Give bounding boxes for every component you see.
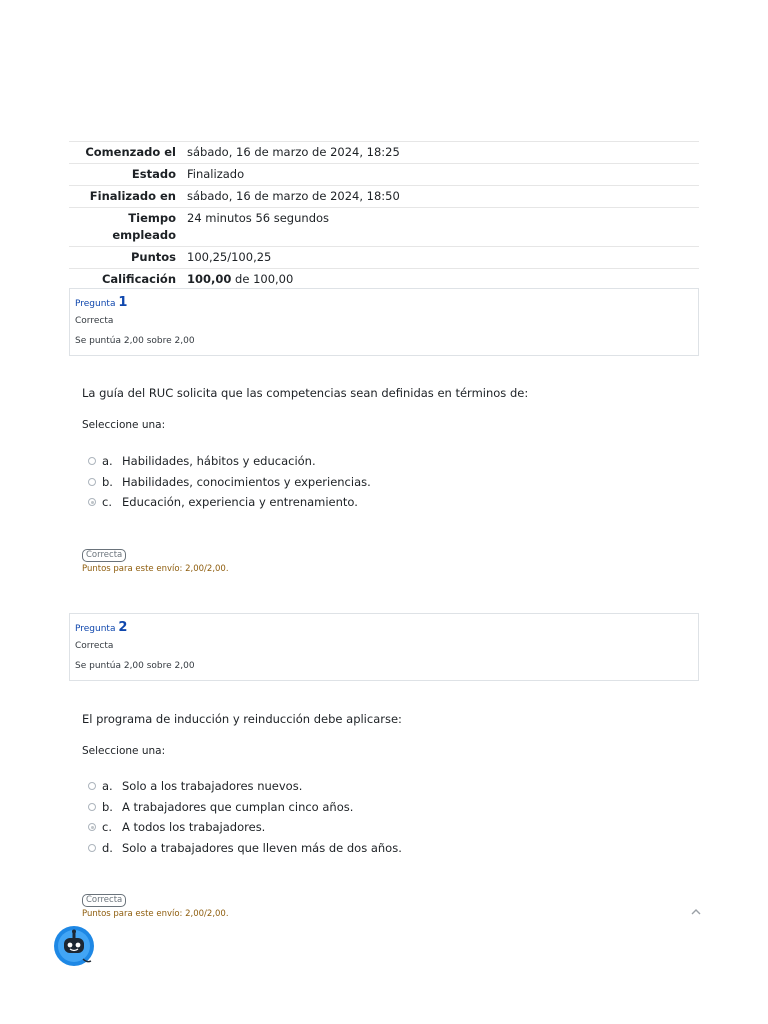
answer-list	[88, 451, 371, 513]
question-info-2	[69, 613, 699, 681]
radio-button[interactable]	[88, 803, 96, 811]
answer-letter: c.	[102, 495, 112, 510]
question-text: El programa de inducción y reinducción debe aplicarse:	[82, 712, 402, 726]
answer-letter: c.	[102, 820, 112, 835]
question-text: La guía del RUC solicita que las competencias sean definidas en términos de:	[82, 386, 529, 400]
summary-label: Tiempo empleado	[112, 211, 176, 242]
summary-value: 100,25/100,25	[187, 250, 272, 264]
summary-label: Estado	[131, 167, 176, 181]
radio-button[interactable]	[88, 457, 96, 465]
answer-text: Habilidades, hábitos y educación.	[122, 454, 316, 469]
summary-value: Finalizado	[187, 167, 245, 181]
summary-row-started	[69, 141, 699, 163]
summary-row-finished	[69, 185, 699, 207]
radio-button[interactable]	[88, 478, 96, 486]
answer-text: A trabajadores que cumplan cinco años.	[122, 799, 354, 814]
robot-assistant-icon[interactable]	[53, 925, 95, 967]
summary-value: sábado, 16 de marzo de 2024, 18:50	[187, 189, 400, 203]
question-state: Correcta	[75, 641, 114, 651]
answer-text: Solo a los trabajadores nuevos.	[122, 779, 303, 794]
summary-label: Calificación	[101, 272, 176, 286]
radio-button[interactable]	[88, 844, 96, 852]
answer-text: Habilidades, conocimientos y experiencias.	[122, 474, 371, 489]
summary-label: Puntos	[130, 250, 176, 264]
question-number: Pregunta 1	[75, 295, 128, 310]
answer-option[interactable]	[88, 776, 402, 797]
points-feedback: Puntos para este envío: 2,00/2,00.	[82, 909, 229, 919]
answer-text: A todos los trabajadores.	[122, 820, 266, 835]
question-grade: Se puntúa 2,00 sobre 2,00	[75, 661, 195, 671]
grade-max: de 100,00	[231, 272, 294, 286]
answer-prompt: Seleccione una:	[82, 419, 166, 431]
summary-row-points	[69, 246, 699, 268]
summary-row-time	[69, 207, 699, 246]
answer-letter: b.	[102, 799, 113, 814]
chevron-up-icon[interactable]	[690, 906, 702, 918]
correct-badge: Correcta	[82, 549, 126, 562]
attempt-summary-table	[69, 141, 699, 291]
summary-value	[187, 269, 699, 290]
question-grade: Se puntúa 2,00 sobre 2,00	[75, 336, 195, 346]
radio-button-checked[interactable]	[88, 498, 96, 506]
answer-option[interactable]	[88, 838, 402, 859]
summary-value: sábado, 16 de marzo de 2024, 18:25	[187, 145, 400, 159]
summary-label: Finalizado en	[89, 189, 176, 203]
answer-prompt: Seleccione una:	[82, 745, 166, 757]
correct-badge: Correcta	[82, 894, 126, 907]
answer-letter: a.	[102, 454, 113, 469]
answer-option[interactable]	[88, 472, 371, 493]
summary-value: 24 minutos 56 segundos	[187, 211, 330, 225]
answer-option[interactable]	[88, 817, 402, 838]
question-number: Pregunta 2	[75, 620, 128, 635]
question-info-1	[69, 288, 699, 356]
answer-text: Educación, experiencia y entrenamiento.	[122, 495, 358, 510]
points-feedback: Puntos para este envío: 2,00/2,00.	[82, 564, 229, 574]
answer-letter: a.	[102, 779, 113, 794]
summary-label: Comenzado el	[85, 145, 176, 159]
answer-option[interactable]	[88, 492, 371, 513]
answer-option[interactable]	[88, 451, 371, 472]
grade-value: 100,00	[187, 272, 232, 286]
answer-letter: d.	[102, 840, 113, 855]
radio-button-checked[interactable]	[88, 823, 96, 831]
answer-text: Solo a trabajadores que lleven más de dos años.	[122, 840, 402, 855]
question-state: Correcta	[75, 316, 114, 326]
answer-option[interactable]	[88, 797, 402, 818]
answer-list	[88, 776, 402, 858]
answer-letter: b.	[102, 474, 113, 489]
radio-button[interactable]	[88, 782, 96, 790]
summary-row-state	[69, 163, 699, 185]
